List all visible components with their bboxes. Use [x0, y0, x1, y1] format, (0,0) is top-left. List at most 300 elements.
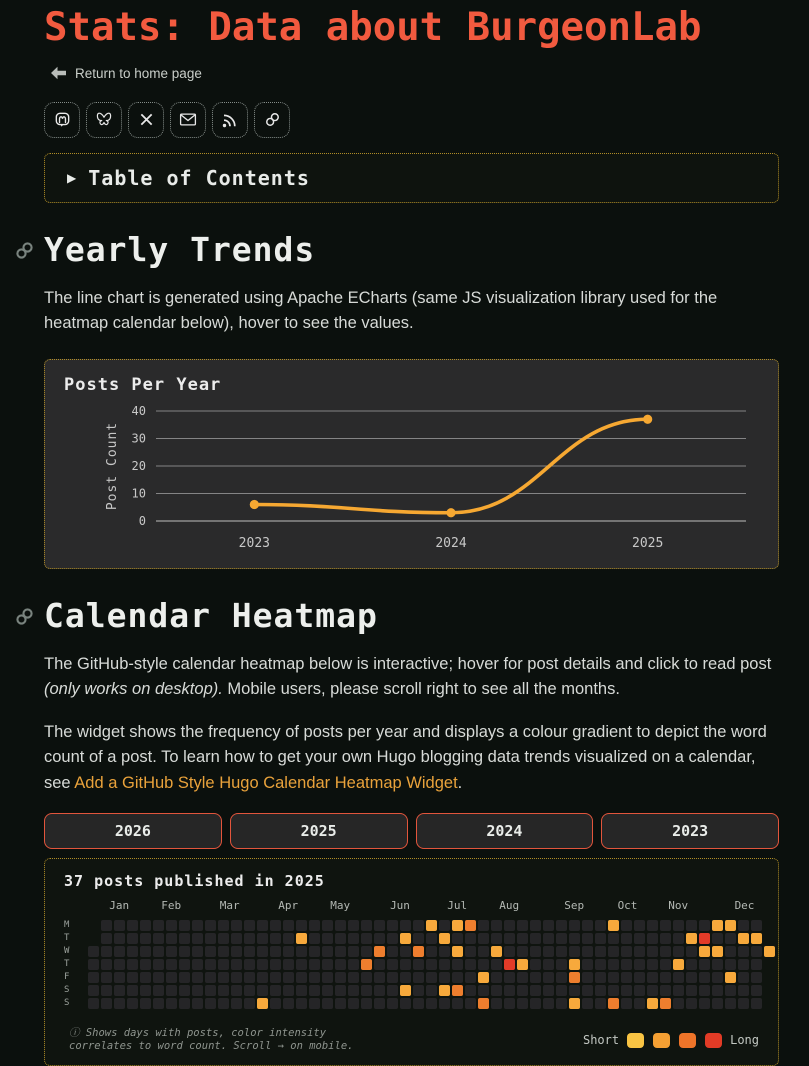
- heatmap-day-cell-empty[interactable]: [621, 959, 632, 970]
- heatmap-day-cell-empty[interactable]: [114, 946, 125, 957]
- heatmap-day-cell-empty[interactable]: [127, 998, 138, 1009]
- heatmap-day-cell-empty[interactable]: [192, 959, 203, 970]
- heatmap-day-cell-empty[interactable]: [738, 985, 749, 996]
- heatmap-day-cell-empty[interactable]: [348, 972, 359, 983]
- anchor-link-icon[interactable]: [14, 606, 35, 632]
- heatmap-day-cell-empty[interactable]: [673, 972, 684, 983]
- heatmap-day-cell-empty[interactable]: [556, 946, 567, 957]
- heatmap-day-cell-post[interactable]: [569, 959, 580, 970]
- heatmap-day-cell-empty[interactable]: [608, 946, 619, 957]
- heatmap-day-cell-empty[interactable]: [270, 933, 281, 944]
- heatmap-day-cell-empty[interactable]: [413, 933, 424, 944]
- heatmap-day-cell-empty[interactable]: [335, 985, 346, 996]
- heatmap-day-cell-empty[interactable]: [621, 946, 632, 957]
- heatmap-day-cell-empty[interactable]: [426, 998, 437, 1009]
- heatmap-day-cell-empty[interactable]: [712, 998, 723, 1009]
- heatmap-day-cell-empty[interactable]: [621, 920, 632, 931]
- heatmap-day-cell-empty[interactable]: [231, 985, 242, 996]
- heatmap-day-cell-empty[interactable]: [634, 946, 645, 957]
- heatmap-day-cell-empty[interactable]: [322, 972, 333, 983]
- heatmap-day-cell-empty[interactable]: [400, 920, 411, 931]
- heatmap-day-cell-empty[interactable]: [296, 946, 307, 957]
- heatmap-day-cell-empty[interactable]: [283, 920, 294, 931]
- heatmap-day-cell-empty[interactable]: [673, 985, 684, 996]
- heatmap-day-cell-empty[interactable]: [413, 998, 424, 1009]
- heatmap-day-cell-empty[interactable]: [296, 959, 307, 970]
- heatmap-day-cell-empty[interactable]: [387, 959, 398, 970]
- heatmap-day-cell-post[interactable]: [608, 998, 619, 1009]
- heatmap-day-cell-empty[interactable]: [530, 920, 541, 931]
- heatmap-day-cell-empty[interactable]: [556, 959, 567, 970]
- heatmap-day-cell-empty[interactable]: [491, 985, 502, 996]
- heatmap-day-cell-empty[interactable]: [608, 959, 619, 970]
- heatmap-day-cell-empty[interactable]: [478, 920, 489, 931]
- heatmap-day-cell-empty[interactable]: [517, 972, 528, 983]
- heatmap-day-cell-empty[interactable]: [166, 985, 177, 996]
- heatmap-day-cell-post[interactable]: [439, 933, 450, 944]
- heatmap-day-cell-empty[interactable]: [595, 972, 606, 983]
- heatmap-day-cell-empty[interactable]: [751, 972, 762, 983]
- heatmap-day-cell-empty[interactable]: [725, 946, 736, 957]
- heatmap-day-cell-empty[interactable]: [179, 933, 190, 944]
- heatmap-day-cell-empty[interactable]: [530, 946, 541, 957]
- heatmap-day-cell-empty[interactable]: [127, 933, 138, 944]
- heatmap-day-cell-empty[interactable]: [595, 920, 606, 931]
- heatmap-day-cell-empty[interactable]: [270, 972, 281, 983]
- heatmap-day-cell-empty[interactable]: [608, 972, 619, 983]
- bluesky-button[interactable]: [86, 102, 122, 138]
- link-button[interactable]: [254, 102, 290, 138]
- heatmap-day-cell-post[interactable]: [465, 920, 476, 931]
- heatmap-day-cell-empty[interactable]: [387, 946, 398, 957]
- heatmap-day-cell-empty[interactable]: [205, 946, 216, 957]
- heatmap-day-cell-empty[interactable]: [179, 920, 190, 931]
- heatmap-day-cell-empty[interactable]: [218, 946, 229, 957]
- heatmap-day-cell-empty[interactable]: [205, 985, 216, 996]
- heatmap-day-cell-post[interactable]: [478, 972, 489, 983]
- heatmap-day-cell-empty[interactable]: [322, 946, 333, 957]
- heatmap-day-cell-empty[interactable]: [179, 959, 190, 970]
- heatmap-day-cell-empty[interactable]: [673, 998, 684, 1009]
- heatmap-day-cell-empty[interactable]: [491, 933, 502, 944]
- heatmap-day-cell-empty[interactable]: [491, 972, 502, 983]
- heatmap-day-cell-empty[interactable]: [426, 972, 437, 983]
- heatmap-day-cell-empty[interactable]: [374, 959, 385, 970]
- heatmap-day-cell-post[interactable]: [712, 920, 723, 931]
- heatmap-day-cell-post[interactable]: [660, 998, 671, 1009]
- heatmap-day-cell-empty[interactable]: [452, 933, 463, 944]
- heatmap-day-cell-post[interactable]: [569, 998, 580, 1009]
- heatmap-day-cell-empty[interactable]: [101, 946, 112, 957]
- heatmap-day-cell-post[interactable]: [608, 920, 619, 931]
- heatmap-day-cell-post[interactable]: [647, 998, 658, 1009]
- heatmap-day-cell-empty[interactable]: [517, 946, 528, 957]
- heatmap-day-cell-empty[interactable]: [530, 933, 541, 944]
- heatmap-day-cell-empty[interactable]: [153, 933, 164, 944]
- heatmap-day-cell-empty[interactable]: [205, 998, 216, 1009]
- heatmap-day-cell-empty[interactable]: [634, 985, 645, 996]
- year-button-2026[interactable]: 2026: [44, 813, 222, 849]
- heatmap-day-cell-empty[interactable]: [465, 998, 476, 1009]
- heatmap-day-cell-empty[interactable]: [621, 933, 632, 944]
- heatmap-day-cell-post[interactable]: [452, 920, 463, 931]
- heatmap-day-cell-empty[interactable]: [205, 972, 216, 983]
- heatmap-day-cell-empty[interactable]: [231, 946, 242, 957]
- heatmap-day-cell-post[interactable]: [712, 946, 723, 957]
- heatmap-day-cell-empty[interactable]: [192, 920, 203, 931]
- heatmap-day-cell-empty[interactable]: [647, 985, 658, 996]
- heatmap-day-cell-post[interactable]: [725, 920, 736, 931]
- heatmap-day-cell-empty[interactable]: [348, 959, 359, 970]
- heatmap-day-cell-empty[interactable]: [179, 998, 190, 1009]
- heatmap-day-cell-post[interactable]: [374, 946, 385, 957]
- heatmap-day-cell-empty[interactable]: [465, 933, 476, 944]
- heatmap-day-cell-empty[interactable]: [634, 998, 645, 1009]
- heatmap-day-cell-empty[interactable]: [127, 972, 138, 983]
- heatmap-day-cell-empty[interactable]: [517, 985, 528, 996]
- heatmap-day-cell-empty[interactable]: [127, 946, 138, 957]
- heatmap-day-cell-empty[interactable]: [179, 972, 190, 983]
- heatmap-day-cell-post[interactable]: [400, 933, 411, 944]
- heatmap-day-cell-empty[interactable]: [244, 972, 255, 983]
- heatmap-day-cell-empty[interactable]: [296, 985, 307, 996]
- heatmap-day-cell-empty[interactable]: [192, 972, 203, 983]
- heatmap-day-cell-empty[interactable]: [192, 946, 203, 957]
- heatmap-day-cell-empty[interactable]: [374, 920, 385, 931]
- heatmap-day-cell-empty[interactable]: [673, 933, 684, 944]
- heatmap-day-cell-empty[interactable]: [244, 920, 255, 931]
- heatmap-day-cell-empty[interactable]: [725, 985, 736, 996]
- heatmap-day-cell-empty[interactable]: [751, 959, 762, 970]
- heatmap-day-cell-empty[interactable]: [413, 972, 424, 983]
- heatmap-day-cell-empty[interactable]: [699, 972, 710, 983]
- heatmap-day-cell-empty[interactable]: [543, 946, 554, 957]
- heatmap-day-cell-empty[interactable]: [231, 998, 242, 1009]
- heatmap-day-cell-empty[interactable]: [595, 933, 606, 944]
- heatmap-day-cell-empty[interactable]: [361, 972, 372, 983]
- heatmap-day-cell-empty[interactable]: [153, 985, 164, 996]
- heatmap-day-cell-empty[interactable]: [738, 959, 749, 970]
- heatmap-day-cell-empty[interactable]: [439, 959, 450, 970]
- heatmap-day-cell-empty[interactable]: [166, 933, 177, 944]
- heatmap-day-cell-empty[interactable]: [660, 972, 671, 983]
- heatmap-day-cell-empty[interactable]: [374, 998, 385, 1009]
- heatmap-day-cell-post[interactable]: [751, 933, 762, 944]
- heatmap-day-cell-empty[interactable]: [179, 985, 190, 996]
- heatmap-day-cell-empty[interactable]: [660, 985, 671, 996]
- heatmap-day-cell-empty[interactable]: [218, 959, 229, 970]
- heatmap-day-cell-empty[interactable]: [283, 959, 294, 970]
- year-button-2025[interactable]: 2025: [230, 813, 408, 849]
- year-button-2024[interactable]: 2024: [416, 813, 594, 849]
- heatmap-day-cell-empty[interactable]: [725, 998, 736, 1009]
- heatmap-day-cell-empty[interactable]: [608, 985, 619, 996]
- heatmap-day-cell-post[interactable]: [738, 933, 749, 944]
- heatmap-day-cell-empty[interactable]: [322, 933, 333, 944]
- heatmap-day-cell-empty[interactable]: [205, 959, 216, 970]
- heatmap-day-cell-empty[interactable]: [621, 985, 632, 996]
- heatmap-day-cell-empty[interactable]: [556, 998, 567, 1009]
- heatmap-day-cell-empty[interactable]: [244, 998, 255, 1009]
- heatmap-day-cell-empty[interactable]: [400, 998, 411, 1009]
- heatmap-day-cell-empty[interactable]: [205, 920, 216, 931]
- heatmap-day-cell-empty[interactable]: [400, 959, 411, 970]
- heatmap-day-cell-empty[interactable]: [504, 998, 515, 1009]
- heatmap-day-cell-empty[interactable]: [504, 946, 515, 957]
- heatmap-day-cell-empty[interactable]: [569, 946, 580, 957]
- heatmap-day-cell-empty[interactable]: [322, 998, 333, 1009]
- heatmap-day-cell-post[interactable]: [478, 998, 489, 1009]
- heatmap-day-cell-empty[interactable]: [634, 959, 645, 970]
- heatmap-day-cell-empty[interactable]: [153, 946, 164, 957]
- heatmap-day-cell-empty[interactable]: [218, 998, 229, 1009]
- year-button-2023[interactable]: 2023: [601, 813, 779, 849]
- heatmap-day-cell-empty[interactable]: [712, 972, 723, 983]
- heatmap-day-cell-empty[interactable]: [166, 920, 177, 931]
- heatmap-day-cell-empty[interactable]: [426, 933, 437, 944]
- heatmap-day-cell-empty[interactable]: [647, 972, 658, 983]
- mastodon-button[interactable]: [44, 102, 80, 138]
- heatmap-day-cell-empty[interactable]: [595, 946, 606, 957]
- heatmap-day-cell-empty[interactable]: [569, 933, 580, 944]
- heatmap-day-cell-empty[interactable]: [530, 972, 541, 983]
- heatmap-day-cell-empty[interactable]: [712, 933, 723, 944]
- heatmap-day-cell-empty[interactable]: [127, 920, 138, 931]
- heatmap-day-cell-empty[interactable]: [621, 998, 632, 1009]
- heatmap-day-cell-post[interactable]: [361, 959, 372, 970]
- heatmap-day-cell-empty[interactable]: [205, 933, 216, 944]
- heatmap-day-cell-empty[interactable]: [673, 946, 684, 957]
- heatmap-day-cell-empty[interactable]: [257, 985, 268, 996]
- heatmap-day-cell-empty[interactable]: [504, 972, 515, 983]
- heatmap-day-cell-empty[interactable]: [179, 946, 190, 957]
- heatmap-day-cell-post[interactable]: [569, 972, 580, 983]
- heatmap-day-cell-empty[interactable]: [348, 933, 359, 944]
- heatmap-day-cell-empty[interactable]: [647, 920, 658, 931]
- heatmap-day-cell-empty[interactable]: [114, 972, 125, 983]
- data-point-2023[interactable]: [250, 500, 259, 509]
- heatmap-day-cell-empty[interactable]: [192, 998, 203, 1009]
- heatmap-day-cell-empty[interactable]: [686, 946, 697, 957]
- heatmap-day-cell-empty[interactable]: [387, 933, 398, 944]
- heatmap-day-cell-empty[interactable]: [296, 972, 307, 983]
- heatmap-day-cell-empty[interactable]: [322, 920, 333, 931]
- heatmap-day-cell-empty[interactable]: [231, 933, 242, 944]
- heatmap-day-cell-empty[interactable]: [491, 959, 502, 970]
- heatmap-day-cell-empty[interactable]: [504, 920, 515, 931]
- heatmap-day-cell-empty[interactable]: [530, 959, 541, 970]
- heatmap-day-cell-post[interactable]: [439, 985, 450, 996]
- heatmap-day-cell-empty[interactable]: [257, 946, 268, 957]
- heatmap-day-cell-empty[interactable]: [127, 959, 138, 970]
- heatmap-day-cell-empty[interactable]: [114, 998, 125, 1009]
- heatmap-day-cell-empty[interactable]: [491, 920, 502, 931]
- heatmap-day-cell-empty[interactable]: [101, 920, 112, 931]
- heatmap-day-cell-empty[interactable]: [361, 998, 372, 1009]
- heatmap-day-cell-empty[interactable]: [517, 933, 528, 944]
- heatmap-day-cell-empty[interactable]: [712, 985, 723, 996]
- heatmap-day-cell-empty[interactable]: [413, 920, 424, 931]
- heatmap-day-cell-empty[interactable]: [257, 920, 268, 931]
- table-of-contents-toggle[interactable]: [44, 153, 779, 203]
- heatmap-day-cell-empty[interactable]: [335, 959, 346, 970]
- heatmap-day-cell-post[interactable]: [504, 959, 515, 970]
- data-point-2024[interactable]: [446, 508, 455, 517]
- heatmap-day-cell-empty[interactable]: [270, 959, 281, 970]
- heatmap-day-cell-empty[interactable]: [374, 972, 385, 983]
- heatmap-day-cell-empty[interactable]: [595, 959, 606, 970]
- heatmap-day-cell-empty[interactable]: [387, 998, 398, 1009]
- heatmap-day-cell-empty[interactable]: [439, 998, 450, 1009]
- heatmap-day-cell-empty[interactable]: [153, 998, 164, 1009]
- anchor-link-icon[interactable]: [14, 240, 35, 266]
- heatmap-day-cell-empty[interactable]: [335, 998, 346, 1009]
- heatmap-day-cell-post[interactable]: [452, 946, 463, 957]
- heatmap-day-cell-empty[interactable]: [192, 985, 203, 996]
- heatmap-day-cell-empty[interactable]: [699, 959, 710, 970]
- heatmap-day-cell-empty[interactable]: [686, 920, 697, 931]
- heatmap-day-cell-empty[interactable]: [647, 959, 658, 970]
- heatmap-day-cell-empty[interactable]: [465, 959, 476, 970]
- heatmap-day-cell-empty[interactable]: [309, 933, 320, 944]
- heatmap-day-cell-empty[interactable]: [543, 972, 554, 983]
- heatmap-day-cell-empty[interactable]: [322, 959, 333, 970]
- heatmap-day-cell-post[interactable]: [725, 972, 736, 983]
- heatmap-day-cell-empty[interactable]: [140, 972, 151, 983]
- heatmap-day-cell-post[interactable]: [296, 933, 307, 944]
- heatmap-day-cell-empty[interactable]: [348, 920, 359, 931]
- heatmap-day-cell-empty[interactable]: [621, 972, 632, 983]
- heatmap-day-cell-empty[interactable]: [231, 972, 242, 983]
- heatmap-day-cell-empty[interactable]: [543, 998, 554, 1009]
- heatmap-day-cell-empty[interactable]: [608, 933, 619, 944]
- heatmap-day-cell-empty[interactable]: [738, 920, 749, 931]
- heatmap-day-cell-empty[interactable]: [491, 998, 502, 1009]
- heatmap-day-cell-empty[interactable]: [439, 946, 450, 957]
- heatmap-day-cell-empty[interactable]: [452, 972, 463, 983]
- heatmap-day-cell-empty[interactable]: [88, 998, 99, 1009]
- heatmap-day-cell-empty[interactable]: [153, 920, 164, 931]
- heatmap-day-cell-empty[interactable]: [465, 946, 476, 957]
- heatmap-day-cell-empty[interactable]: [309, 959, 320, 970]
- heatmap-day-cell-empty[interactable]: [244, 933, 255, 944]
- heatmap-day-cell-empty[interactable]: [101, 998, 112, 1009]
- heatmap-day-cell-empty[interactable]: [374, 985, 385, 996]
- heatmap-day-cell-empty[interactable]: [270, 998, 281, 1009]
- heatmap-day-cell-empty[interactable]: [595, 998, 606, 1009]
- heatmap-day-cell-empty[interactable]: [283, 933, 294, 944]
- heatmap-day-cell-empty[interactable]: [322, 985, 333, 996]
- heatmap-day-cell-empty[interactable]: [140, 920, 151, 931]
- heatmap-day-cell-empty[interactable]: [218, 920, 229, 931]
- heatmap-day-cell-empty[interactable]: [101, 985, 112, 996]
- heatmap-day-cell-empty[interactable]: [751, 920, 762, 931]
- heatmap-widget-link[interactable]: Add a GitHub Style Hugo Calendar Heatmap Widget: [74, 773, 458, 792]
- heatmap-day-cell-empty[interactable]: [218, 985, 229, 996]
- heatmap-day-cell-empty[interactable]: [699, 985, 710, 996]
- heatmap-day-cell-empty[interactable]: [140, 985, 151, 996]
- heatmap-day-cell-empty[interactable]: [309, 972, 320, 983]
- heatmap-day-cell-empty[interactable]: [517, 920, 528, 931]
- heatmap-day-cell-empty[interactable]: [361, 985, 372, 996]
- heatmap-day-cell-empty[interactable]: [647, 946, 658, 957]
- heatmap-day-cell-empty[interactable]: [465, 985, 476, 996]
- heatmap-day-cell-empty[interactable]: [335, 972, 346, 983]
- heatmap-day-cell-empty[interactable]: [140, 946, 151, 957]
- heatmap-day-cell-empty[interactable]: [140, 933, 151, 944]
- heatmap-day-cell-empty[interactable]: [530, 985, 541, 996]
- heatmap-day-cell-empty[interactable]: [335, 933, 346, 944]
- heatmap-day-cell-empty[interactable]: [582, 972, 593, 983]
- heatmap-day-cell-empty[interactable]: [88, 946, 99, 957]
- heatmap-day-cell-empty[interactable]: [686, 985, 697, 996]
- heatmap-day-cell-empty[interactable]: [426, 946, 437, 957]
- heatmap-day-cell-empty[interactable]: [426, 985, 437, 996]
- heatmap-day-cell-empty[interactable]: [88, 972, 99, 983]
- heatmap-day-cell-empty[interactable]: [738, 946, 749, 957]
- heatmap-day-cell-post[interactable]: [764, 946, 775, 957]
- email-button[interactable]: [170, 102, 206, 138]
- heatmap-day-cell-empty[interactable]: [582, 946, 593, 957]
- heatmap-day-cell-empty[interactable]: [257, 959, 268, 970]
- heatmap-day-cell-empty[interactable]: [556, 985, 567, 996]
- heatmap-day-cell-empty[interactable]: [309, 998, 320, 1009]
- heatmap-day-cell-empty[interactable]: [751, 998, 762, 1009]
- heatmap-day-cell-empty[interactable]: [270, 920, 281, 931]
- heatmap-day-cell-post[interactable]: [673, 959, 684, 970]
- heatmap-day-cell-empty[interactable]: [283, 998, 294, 1009]
- heatmap-day-cell-empty[interactable]: [166, 998, 177, 1009]
- heatmap-day-cell-empty[interactable]: [686, 959, 697, 970]
- heatmap-day-cell-empty[interactable]: [361, 946, 372, 957]
- heatmap-day-cell-empty[interactable]: [335, 920, 346, 931]
- heatmap-day-cell-empty[interactable]: [270, 985, 281, 996]
- heatmap-day-cell-empty[interactable]: [725, 959, 736, 970]
- heatmap-day-cell-empty[interactable]: [166, 959, 177, 970]
- heatmap-day-cell-empty[interactable]: [166, 972, 177, 983]
- heatmap-day-cell-empty[interactable]: [582, 933, 593, 944]
- heatmap-day-cell-empty[interactable]: [400, 946, 411, 957]
- return-home-link[interactable]: [50, 66, 202, 81]
- heatmap-day-cell-empty[interactable]: [387, 920, 398, 931]
- heatmap-day-cell-empty[interactable]: [569, 920, 580, 931]
- heatmap-day-cell-empty[interactable]: [478, 985, 489, 996]
- heatmap-day-cell-empty[interactable]: [556, 933, 567, 944]
- heatmap-day-cell-post[interactable]: [257, 998, 268, 1009]
- heatmap-day-cell-empty[interactable]: [244, 959, 255, 970]
- heatmap-day-cell-post[interactable]: [686, 933, 697, 944]
- heatmap-day-cell-empty[interactable]: [738, 998, 749, 1009]
- heatmap-day-cell-empty[interactable]: [634, 933, 645, 944]
- heatmap-day-cell-empty[interactable]: [686, 972, 697, 983]
- heatmap-day-cell-empty[interactable]: [699, 998, 710, 1009]
- heatmap-day-cell-empty[interactable]: [439, 920, 450, 931]
- heatmap-day-cell-empty[interactable]: [660, 946, 671, 957]
- heatmap-day-cell-empty[interactable]: [361, 933, 372, 944]
- heatmap-day-cell-empty[interactable]: [335, 946, 346, 957]
- heatmap-day-cell-empty[interactable]: [114, 920, 125, 931]
- heatmap-day-cell-empty[interactable]: [712, 959, 723, 970]
- heatmap-day-cell-post[interactable]: [400, 985, 411, 996]
- heatmap-day-cell-empty[interactable]: [660, 920, 671, 931]
- heatmap-day-cell-empty[interactable]: [127, 985, 138, 996]
- heatmap-day-cell-empty[interactable]: [309, 946, 320, 957]
- heatmap-day-cell-empty[interactable]: [140, 959, 151, 970]
- heatmap-day-cell-empty[interactable]: [218, 972, 229, 983]
- heatmap-day-cell-empty[interactable]: [231, 959, 242, 970]
- heatmap-day-cell-empty[interactable]: [166, 946, 177, 957]
- heatmap-day-cell-empty[interactable]: [400, 972, 411, 983]
